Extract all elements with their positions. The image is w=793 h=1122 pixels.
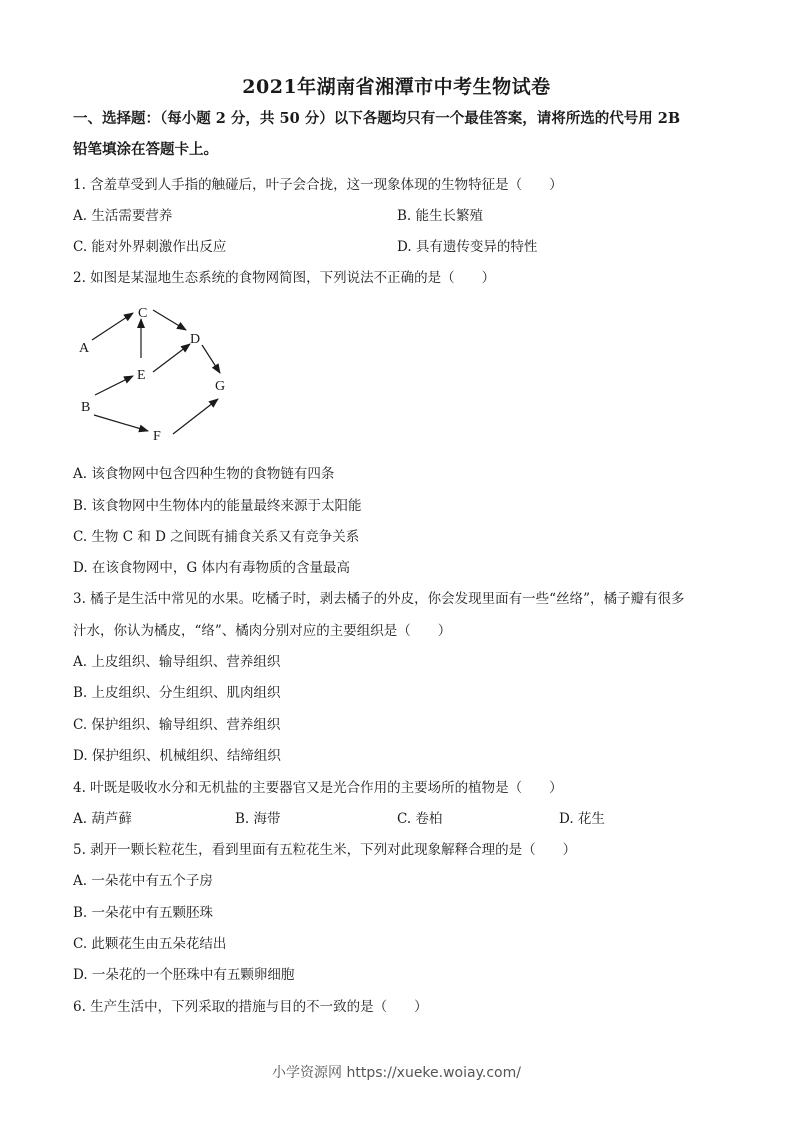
section-heading-line1: 一、选择题：（每小题 2 分，共 50 分）以下各题均只有一个最佳答案，请将所选的代号用 2B bbox=[73, 110, 681, 127]
question-4-option-c[interactable]: C. 卷柏 bbox=[397, 811, 443, 827]
node-d: D bbox=[190, 332, 201, 347]
edge-f-g bbox=[173, 399, 218, 434]
node-g: G bbox=[215, 379, 226, 394]
edge-b-e bbox=[95, 376, 133, 395]
section-heading bbox=[73, 103, 723, 165]
question-1-option-a[interactable]: A. 生活需要营养 bbox=[73, 208, 173, 224]
question-3-option-d[interactable]: D. 保护组织、机械组织、结缔组织 bbox=[73, 748, 281, 764]
edge-e-d bbox=[153, 344, 190, 372]
question-3-option-c[interactable]: C. 保护组织、输导组织、营养组织 bbox=[73, 717, 281, 733]
question-3-stem-line1: 3. 橘子是生活中常见的水果。吃橘子时，剥去橘子的外皮，你会发现里面有一些“丝络”，橘子瓣有很多 bbox=[73, 591, 685, 607]
question-4-option-d[interactable]: D. 花生 bbox=[559, 811, 605, 827]
page-title: 2021年湖南省湘潭市中考生物试卷 bbox=[242, 76, 551, 98]
node-e: E bbox=[137, 368, 146, 383]
question-5-option-d[interactable]: D. 一朵花的一个胚珠中有五颗卵细胞 bbox=[73, 967, 295, 983]
question-5-option-b[interactable]: B. 一朵花中有五颗胚珠 bbox=[73, 905, 214, 921]
edge-d-g bbox=[202, 345, 220, 373]
edge-a-c bbox=[92, 313, 133, 340]
question-2-option-b[interactable]: B. 该食物网中生物体内的能量最终来源于太阳能 bbox=[73, 498, 362, 514]
watermark-footer: 小学资源网 https://xueke.woiay.com/ bbox=[272, 1065, 521, 1081]
question-2-stem: 2. 如图是某湿地生态系统的食物网简图，下列说法不正确的是（ ） bbox=[73, 270, 496, 286]
question-5-option-a[interactable]: A. 一朵花中有五个子房 bbox=[73, 873, 213, 889]
node-b: B bbox=[81, 400, 91, 415]
question-4-option-a[interactable]: A. 葫芦藓 bbox=[73, 811, 132, 827]
node-c: C bbox=[138, 306, 148, 321]
question-1-stem: 1. 含羞草受到人手指的触碰后，叶子会合拢，这一现象体现的生物特征是（ ） bbox=[73, 177, 563, 193]
node-a: A bbox=[79, 341, 90, 356]
question-5-stem: 5. 剥开一颗长粒花生，看到里面有五粒花生米，下列对此现象解释合理的是（ ） bbox=[73, 842, 577, 858]
food-web-diagram bbox=[60, 295, 260, 445]
edge-c-d bbox=[153, 310, 186, 330]
question-5-option-c[interactable]: C. 此颗花生由五朵花结出 bbox=[73, 936, 227, 952]
node-f: F bbox=[153, 429, 161, 444]
question-2-option-a[interactable]: A. 该食物网中包含四种生物的食物链有四条 bbox=[73, 466, 335, 482]
question-2-option-d[interactable]: D. 在该食物网中，G 体内有毒物质的含量最高 bbox=[73, 560, 350, 576]
question-1-option-c[interactable]: C. 能对外界刺激作出反应 bbox=[73, 239, 227, 255]
question-1-option-d[interactable]: D. 具有遗传变异的特性 bbox=[397, 239, 538, 255]
question-3-stem-line2: 汁水，你认为橘皮，“络”、橘肉分别对应的主要组织是（ ） bbox=[73, 623, 452, 639]
question-2-option-c[interactable]: C. 生物 C 和 D 之间既有捕食关系又有竞争关系 bbox=[73, 529, 360, 545]
question-4-option-b[interactable]: B. 海带 bbox=[235, 811, 281, 827]
question-6-stem: 6. 生产生活中，下列采取的措施与目的不一致的是（ ） bbox=[73, 999, 428, 1015]
question-3-option-b[interactable]: B. 上皮组织、分生组织、肌肉组织 bbox=[73, 685, 281, 701]
section-heading-line2: 铅笔填涂在答题卡上。 bbox=[73, 141, 218, 158]
question-1-option-b[interactable]: B. 能生长繁殖 bbox=[397, 208, 484, 224]
edge-b-f bbox=[94, 415, 148, 431]
question-3-option-a[interactable]: A. 上皮组织、输导组织、营养组织 bbox=[73, 654, 281, 670]
question-4-stem: 4. 叶既是吸收水分和无机盐的主要器官又是光合作用的主要场所的植物是（ ） bbox=[73, 780, 563, 796]
